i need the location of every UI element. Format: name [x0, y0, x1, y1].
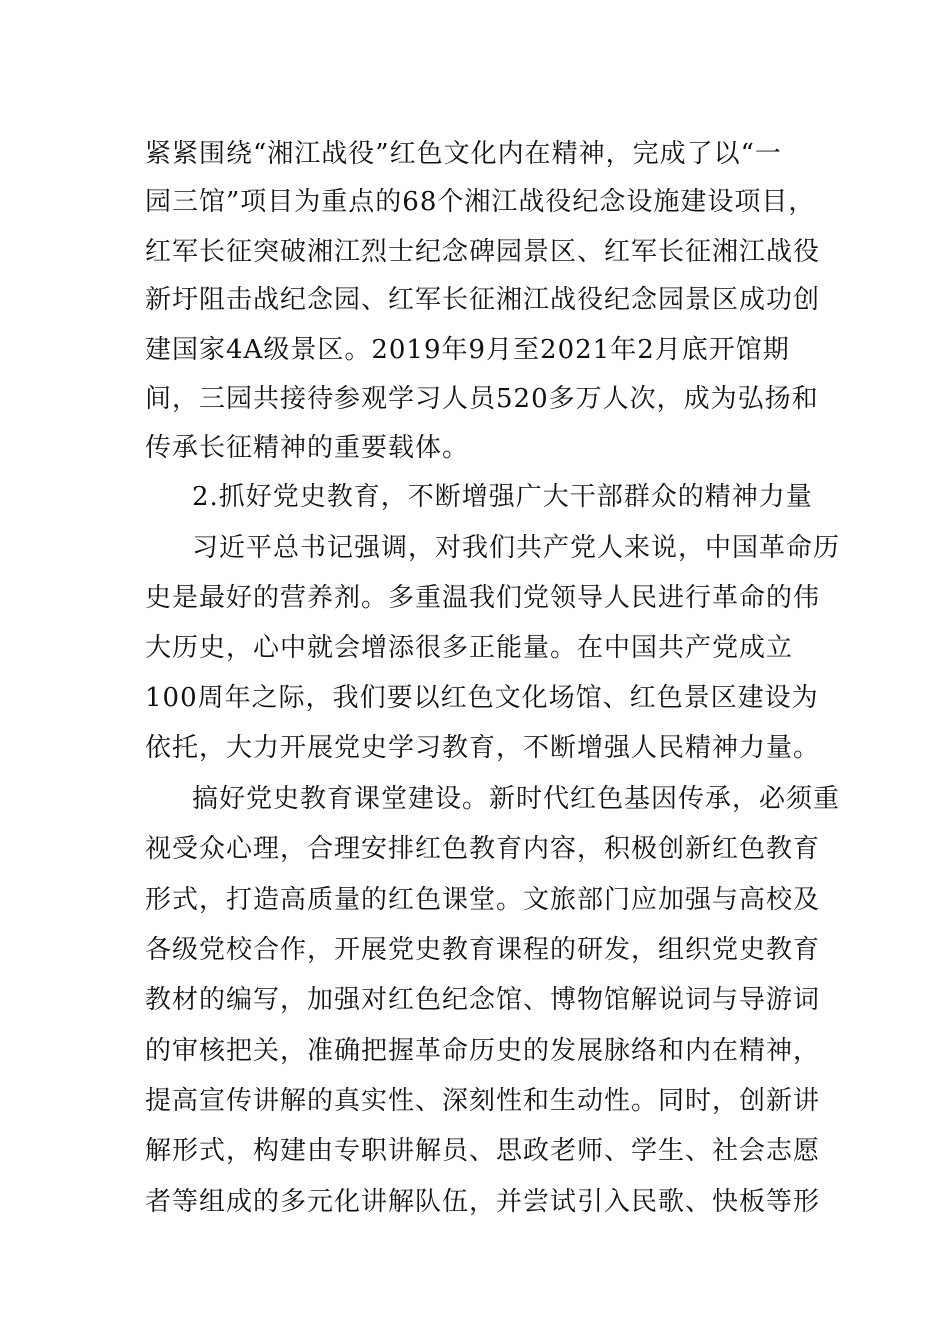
- text-line: 传承长征精神的重要载体。: [145, 433, 470, 463]
- text-line: 视受众心理，合理安排红色教育内容，积极创新红色教育: [145, 834, 821, 864]
- text-line: 100周年之际，我们要以红色文化场馆、红色景区建设为: [145, 683, 819, 713]
- text-line: 间，三园共接待参观学习人员520多万人次，成为弘扬和: [145, 384, 819, 414]
- text-line: 大历史，心中就会增添很多正能量。在中国共产党成立: [145, 633, 794, 663]
- text-line: 史是最好的营养剂。多重温我们党领导人民进行革命的伟: [145, 583, 821, 613]
- text-line: 提高宣传讲解的真实性、深刻性和生动性。同时，创新讲: [145, 1086, 821, 1116]
- text-line: 新圩阻击战纪念园、红军长征湘江战役纪念园景区成功创: [145, 285, 821, 315]
- text-line: 红军长征突破湘江烈士纪念碑园景区、红军长征湘江战役: [145, 237, 821, 267]
- text-line: 建国家4A级景区。2019年9月至2021年2月底开馆期: [145, 335, 790, 365]
- text-line: 的审核把关，准确把握革命历史的发展脉络和内在精神，: [145, 1036, 821, 1066]
- text-line: 紧紧围绕“湘江战役”红色文化内在精神，完成了以“一: [145, 139, 782, 169]
- section-heading: 2.抓好党史教育，不断增强广大干部群众的精神力量: [192, 482, 813, 512]
- text-line: 搞好党史教育课堂建设。新时代红色基因传承，必须重: [192, 784, 841, 814]
- text-line: 者等组成的多元化讲解队伍，并尝试引入民歌、快板等形: [145, 1187, 821, 1217]
- text-line: 解形式，构建由专职讲解员、思政老师、学生、社会志愿: [145, 1136, 821, 1166]
- text-line: 习近平总书记强调，对我们共产党人来说，中国革命历: [192, 533, 841, 563]
- text-line: 各级党校合作，开展党史教育课程的研发，组织党史教育: [145, 935, 821, 965]
- text-line: 园三馆”项目为重点的68个湘江战役纪念设施建设项目，: [145, 187, 816, 217]
- text-line: 依托，大力开展党史学习教育，不断增强人民精神力量。: [145, 733, 821, 763]
- text-line: 教材的编写，加强对红色纪念馆、博物馆解说词与导游词: [145, 985, 821, 1015]
- text-line: 形式，打造高质量的红色课堂。文旅部门应加强与高校及: [145, 885, 821, 915]
